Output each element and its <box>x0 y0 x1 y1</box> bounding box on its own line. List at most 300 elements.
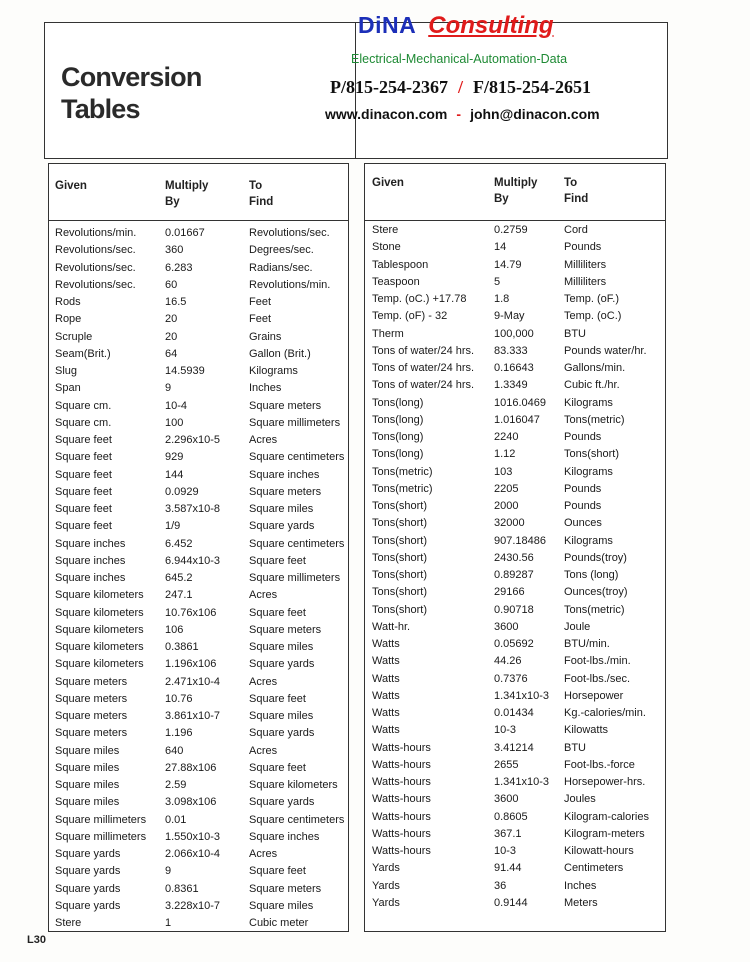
given-cell: Square inches <box>55 537 126 550</box>
multiply-by-cell: 29166 <box>494 586 525 599</box>
given-cell: Tons(metric) <box>372 465 433 478</box>
to-find-cell: Foot-lbs./min. <box>564 655 631 668</box>
header-to-label: To <box>564 177 578 189</box>
table-row <box>365 895 665 912</box>
multiply-by-cell: 9 <box>165 382 172 395</box>
multiply-by-cell: 1.550x10-3 <box>165 830 221 843</box>
given-cell: Square meters <box>55 675 128 688</box>
multiply-by-cell: 103 <box>494 465 513 478</box>
multiply-by-cell: 3.098x106 <box>165 796 217 809</box>
table-row <box>49 260 348 277</box>
multiply-by-cell: 1.016047 <box>494 413 540 426</box>
table-row <box>49 501 348 518</box>
table-row <box>49 311 348 328</box>
given-cell: Square kilometers <box>55 606 144 619</box>
to-find-cell: Radians/sec. <box>249 261 313 274</box>
table-row <box>49 570 348 587</box>
given-cell: Slug <box>55 365 78 377</box>
given-cell: Tablespoon <box>372 258 429 271</box>
table-row <box>49 518 348 535</box>
given-cell: Tons(long) <box>372 396 424 409</box>
to-find-cell: Feet <box>249 296 272 308</box>
to-find-cell: Pounds <box>564 500 602 512</box>
table-row <box>49 846 348 863</box>
multiply-by-cell: 0.01 <box>165 813 187 826</box>
to-find-cell: Pounds <box>564 482 602 495</box>
multiply-by-cell: 0.8361 <box>165 882 199 895</box>
multiply-by-cell: 0.7376 <box>494 672 528 685</box>
table-row <box>49 691 348 708</box>
table-row <box>49 915 348 932</box>
page-title-line-1: Conversion <box>61 62 202 92</box>
multiply-by-cell: 2.296x10-5 <box>165 434 221 446</box>
multiply-by-cell: 14.5939 <box>165 365 205 377</box>
to-find-cell: Cubic ft./hr. <box>564 379 620 392</box>
to-find-cell: Horsepower <box>564 689 624 702</box>
to-find-cell: Feet <box>249 313 272 326</box>
to-find-cell: Acres <box>249 848 278 860</box>
table-row <box>49 812 348 829</box>
phone-number: P/815-254-2367 <box>330 77 448 97</box>
to-find-cell: Kilogram-calories <box>564 810 649 823</box>
header-given <box>55 178 87 194</box>
to-find-cell: Degrees/sec. <box>249 244 314 257</box>
table-row <box>365 671 665 688</box>
to-find-cell: Square yards <box>249 796 315 809</box>
header-multiply-by <box>494 175 537 207</box>
brand-name-dina: DiNA <box>358 12 417 38</box>
given-cell: Square yards <box>55 899 121 912</box>
to-find-cell: Square millimeters <box>249 416 341 429</box>
given-cell: Teaspoon <box>372 275 420 288</box>
table-row <box>365 843 665 860</box>
multiply-by-cell: 1.196 <box>165 727 193 740</box>
to-find-cell: Joule <box>564 620 591 633</box>
table-row <box>365 619 665 636</box>
multiply-by-cell: 1.341x10-3 <box>494 689 550 702</box>
table-row <box>365 239 665 256</box>
multiply-by-cell: 0.89287 <box>494 569 534 581</box>
to-find-cell: BTU <box>564 741 586 754</box>
to-find-cell: Square meters <box>249 399 322 412</box>
to-find-cell: Square miles <box>249 503 314 515</box>
multiply-by-cell: 1/9 <box>165 520 181 533</box>
given-cell: Square feet <box>55 434 112 446</box>
table-row <box>365 464 665 481</box>
table-row <box>365 533 665 550</box>
given-cell: Temp. (oF) - 32 <box>372 310 448 323</box>
multiply-by-cell: 0.01667 <box>165 227 205 239</box>
table-row <box>49 881 348 898</box>
table-row <box>49 743 348 760</box>
to-find-cell: Horsepower-hrs. <box>564 776 646 788</box>
multiply-by-cell: 360 <box>165 244 184 257</box>
header-multiply-label: Multiply <box>165 180 209 192</box>
multiply-by-cell: 2.471x10-4 <box>165 675 221 688</box>
given-cell: Square feet <box>55 485 112 498</box>
given-cell: Square miles <box>55 761 120 774</box>
multiply-by-cell: 367.1 <box>494 827 522 840</box>
table-row <box>365 326 665 343</box>
to-find-cell: Foot-lbs./sec. <box>564 672 631 685</box>
given-cell: Square kilometers <box>55 589 144 602</box>
to-find-cell: Kilowatts <box>564 724 609 737</box>
given-cell: Watt-hr. <box>372 620 411 633</box>
given-cell: Watts-hours <box>372 793 431 806</box>
given-cell: Yards <box>372 879 400 892</box>
given-cell: Square miles <box>55 779 120 791</box>
to-find-cell: Pounds(troy) <box>564 551 627 564</box>
given-cell: Revolutions/sec. <box>55 261 136 274</box>
to-find-cell: Revolutions/sec. <box>249 227 330 239</box>
to-find-cell: Ounces(troy) <box>564 586 628 599</box>
brand-logo <box>358 12 554 40</box>
to-find-cell: Kilograms <box>564 465 613 478</box>
table-row <box>49 277 348 294</box>
given-cell: Tons(short) <box>372 603 428 616</box>
to-find-cell: Kilowatt-hours <box>564 845 634 857</box>
given-cell: Square yards <box>55 848 121 860</box>
header-by-label: By <box>494 193 509 205</box>
multiply-by-cell: 6.944x10-3 <box>165 554 221 567</box>
multiply-by-cell: 0.90718 <box>494 603 534 616</box>
to-find-cell: Square feet <box>249 554 306 567</box>
to-find-cell: Tons(metric) <box>564 413 625 426</box>
to-find-cell: Square feet <box>249 606 306 619</box>
table-row <box>49 467 348 484</box>
multiply-by-cell: 1016.0469 <box>494 396 546 409</box>
right-conversion-table <box>364 163 666 932</box>
given-cell: Tons(short) <box>372 586 428 599</box>
multiply-by-cell: 91.44 <box>494 862 522 875</box>
table-row <box>365 567 665 584</box>
email-link[interactable]: john@dinacon.com <box>470 106 600 122</box>
table-row <box>365 446 665 463</box>
table-row <box>49 432 348 449</box>
multiply-by-cell: 27.88x106 <box>165 761 217 774</box>
given-cell: Square kilometers <box>55 623 144 636</box>
multiply-by-cell: 20 <box>165 313 178 326</box>
table-row <box>365 653 665 670</box>
given-cell: Scruple <box>55 330 93 343</box>
table-row <box>365 688 665 705</box>
to-find-cell: Milliliters <box>564 275 607 288</box>
table-row <box>365 343 665 360</box>
to-find-cell: Square centimeters <box>249 813 345 826</box>
web-separator: - <box>456 106 462 122</box>
to-find-cell: Square meters <box>249 882 322 895</box>
table-row <box>365 826 665 843</box>
multiply-by-cell: 2205 <box>494 482 519 495</box>
multiply-by-cell: 907.18486 <box>494 534 546 547</box>
multiply-by-cell: 3.41214 <box>494 741 534 754</box>
given-cell: Square millimeters <box>55 813 147 826</box>
multiply-by-cell: 10-3 <box>494 724 517 737</box>
table-row <box>365 395 665 412</box>
given-cell: Revolutions/min. <box>55 227 137 239</box>
table-row <box>49 553 348 570</box>
given-cell: Tons(short) <box>372 534 428 547</box>
multiply-by-cell: 20 <box>165 330 178 343</box>
multiply-by-cell: 14 <box>494 241 507 254</box>
given-cell: Square cm. <box>55 416 112 429</box>
table-row <box>365 636 665 653</box>
to-find-cell: Tons(short) <box>564 448 620 461</box>
multiply-by-cell: 0.01434 <box>494 707 534 719</box>
given-cell: Watts-hours <box>372 741 431 754</box>
to-find-cell: Gallons/min. <box>564 362 626 374</box>
table-row <box>49 656 348 673</box>
given-cell: Watts <box>372 672 400 685</box>
multiply-by-cell: 32000 <box>494 517 525 530</box>
multiply-by-cell: 10-3 <box>494 845 517 857</box>
left-conversion-table <box>48 163 349 932</box>
given-cell: Temp. (oC.) +17.78 <box>372 293 467 305</box>
table-row <box>49 605 348 622</box>
to-find-cell: Acres <box>249 589 278 602</box>
to-find-cell: Acres <box>249 675 278 688</box>
given-cell: Watts <box>372 707 400 719</box>
given-cell: Watts <box>372 638 400 650</box>
right-table-rows <box>365 222 665 912</box>
multiply-by-cell: 2.59 <box>165 779 187 791</box>
multiply-by-cell: 645.2 <box>165 572 193 584</box>
multiply-by-cell: 2.066x10-4 <box>165 848 221 860</box>
multiply-by-cell: 0.9144 <box>494 896 528 909</box>
header-find-label: Find <box>564 193 589 205</box>
header-to-find <box>249 178 273 210</box>
multiply-by-cell: 2430.56 <box>494 551 534 564</box>
given-cell: Square miles <box>55 796 120 809</box>
to-find-cell: Tons (long) <box>564 569 619 581</box>
given-cell: Watts <box>372 724 400 737</box>
multiply-by-cell: 0.16643 <box>494 362 534 374</box>
table-row <box>49 622 348 639</box>
to-find-cell: Ounces <box>564 517 602 530</box>
table-row <box>49 225 348 242</box>
to-find-cell: Temp. (oC.) <box>564 310 622 323</box>
multiply-by-cell: 5 <box>494 275 501 288</box>
given-cell: Watts-hours <box>372 776 431 788</box>
to-find-cell: Gallon (Brit.) <box>249 347 311 360</box>
multiply-by-cell: 144 <box>165 468 184 481</box>
table-row <box>365 602 665 619</box>
multiply-by-cell: 0.3861 <box>165 641 199 653</box>
to-find-cell: Kilogram-meters <box>564 827 645 840</box>
brand-tagline: Electrical-Mechanical-Automation-Data <box>351 52 568 66</box>
given-cell: Square feet <box>55 468 112 481</box>
given-cell: Square meters <box>55 692 128 705</box>
header-multiply-by <box>165 178 208 210</box>
page-title-line-2: Tables <box>61 94 140 124</box>
multiply-by-cell: 2655 <box>494 758 519 771</box>
to-find-cell: Cubic meter <box>249 917 309 929</box>
table-row <box>365 515 665 532</box>
table-row <box>365 550 665 567</box>
multiply-by-cell: 1.341x10-3 <box>494 776 550 788</box>
to-find-cell: Kg.-calories/min. <box>564 707 646 719</box>
table-row <box>49 708 348 725</box>
multiply-by-cell: 6.452 <box>165 537 193 550</box>
given-cell: Span <box>55 382 81 395</box>
to-find-cell: Pounds <box>564 431 602 443</box>
multiply-by-cell: 1 <box>165 917 172 929</box>
to-find-cell: Square kilometers <box>249 779 338 791</box>
website-link[interactable]: www.dinacon.com <box>325 106 448 122</box>
header-given-label: Given <box>55 180 87 192</box>
given-cell: Tons(short) <box>372 569 428 581</box>
given-cell: Rope <box>55 313 82 326</box>
to-find-cell: Milliliters <box>564 258 607 271</box>
table-row <box>365 757 665 774</box>
to-find-cell: Square millimeters <box>249 572 341 584</box>
table-row <box>49 639 348 656</box>
given-cell: Tons(metric) <box>372 482 433 495</box>
given-cell: Watts <box>372 689 400 702</box>
to-find-cell: Square feet <box>249 761 306 774</box>
table-row <box>49 398 348 415</box>
to-find-cell: Inches <box>249 382 282 395</box>
multiply-by-cell: 247.1 <box>165 589 193 602</box>
header-find-label: Find <box>249 196 274 208</box>
to-find-cell: Acres <box>249 744 278 757</box>
given-cell: Tons of water/24 hrs. <box>372 362 475 374</box>
table-row <box>49 674 348 691</box>
given-cell: Therm <box>372 327 404 340</box>
table-row <box>49 380 348 397</box>
table-row <box>365 860 665 877</box>
to-find-cell: Square yards <box>249 658 315 671</box>
multiply-by-cell: 10.76 <box>165 692 193 705</box>
table-row <box>49 898 348 915</box>
table-row <box>49 863 348 880</box>
multiply-by-cell: 1.12 <box>494 448 516 461</box>
multiply-by-cell: 3600 <box>494 620 519 633</box>
to-find-cell: BTU/min. <box>564 638 610 650</box>
fax-number: F/815-254-2651 <box>473 77 591 97</box>
table-row <box>49 725 348 742</box>
to-find-cell: Cord <box>564 224 588 236</box>
given-cell: Square feet <box>55 520 112 533</box>
table-row <box>49 587 348 604</box>
given-cell: Tons(short) <box>372 500 428 512</box>
web-contact-line <box>325 106 600 122</box>
given-cell: Rods <box>55 296 81 308</box>
to-find-cell: Joules <box>564 793 596 806</box>
given-cell: Square yards <box>55 882 121 895</box>
to-find-cell: Grains <box>249 330 282 343</box>
header-to-label: To <box>249 180 263 192</box>
multiply-by-cell: 10.76x106 <box>165 606 217 619</box>
multiply-by-cell: 100 <box>165 416 184 429</box>
to-find-cell: Kilograms <box>564 396 613 409</box>
to-find-cell: Acres <box>249 434 278 446</box>
to-find-cell: Square inches <box>249 468 320 481</box>
table-row <box>49 363 348 380</box>
given-cell: Square meters <box>55 727 128 740</box>
given-cell: Square cm. <box>55 399 112 412</box>
given-cell: Watts <box>372 655 400 668</box>
to-find-cell: Square inches <box>249 830 320 843</box>
to-find-cell: Square yards <box>249 727 315 740</box>
multiply-by-cell: 3.861x10-7 <box>165 710 221 722</box>
table-row <box>49 794 348 811</box>
given-cell: Watts-hours <box>372 827 431 840</box>
left-table-rows <box>49 225 348 932</box>
multiply-by-cell: 9 <box>165 865 172 878</box>
multiply-by-cell: 10-4 <box>165 399 188 412</box>
table-row <box>49 536 348 553</box>
multiply-by-cell: 1.196x106 <box>165 658 217 671</box>
multiply-by-cell: 0.05692 <box>494 638 534 650</box>
given-cell: Tons(long) <box>372 413 424 426</box>
given-cell: Square yards <box>55 865 121 878</box>
multiply-by-cell: 64 <box>165 347 178 360</box>
given-cell: Watts-hours <box>372 810 431 823</box>
to-find-cell: Pounds <box>564 241 602 254</box>
multiply-by-cell: 0.2759 <box>494 224 528 236</box>
given-cell: Stere <box>372 224 399 236</box>
to-find-cell: Square feet <box>249 692 306 705</box>
phone-fax-line <box>330 77 591 98</box>
header-multiply-label: Multiply <box>494 177 538 189</box>
given-cell: Watts-hours <box>372 845 431 857</box>
given-cell: Tons of water/24 hrs. <box>372 379 475 392</box>
to-find-cell: Meters <box>564 896 598 909</box>
page-number: L30 <box>27 934 46 946</box>
table-row <box>49 760 348 777</box>
given-cell: Square feet <box>55 451 112 464</box>
multiply-by-cell: 16.5 <box>165 296 187 308</box>
table-row <box>49 415 348 432</box>
multiply-by-cell: 100,000 <box>494 327 534 340</box>
table-row <box>49 242 348 259</box>
given-cell: Revolutions/sec. <box>55 244 136 257</box>
multiply-by-cell: 0.8605 <box>494 810 528 823</box>
given-cell: Tons(long) <box>372 431 424 443</box>
table-row <box>365 774 665 791</box>
multiply-by-cell: 929 <box>165 451 184 464</box>
page-title <box>61 61 202 125</box>
given-cell: Square kilometers <box>55 658 144 671</box>
table-row <box>365 498 665 515</box>
table-row <box>365 257 665 274</box>
table-row <box>365 481 665 498</box>
given-cell: Square kilometers <box>55 641 144 653</box>
to-find-cell: Tons(metric) <box>564 603 625 616</box>
to-find-cell: Temp. (oF.) <box>564 293 620 305</box>
phone-separator: / <box>457 77 463 97</box>
header-given <box>372 175 404 191</box>
multiply-by-cell: 0.0929 <box>165 485 199 498</box>
brand-name-consulting: Consulting <box>428 12 554 39</box>
table-row <box>365 740 665 757</box>
multiply-by-cell: 60 <box>165 278 178 291</box>
multiply-by-cell: 640 <box>165 744 184 757</box>
table-row <box>49 777 348 794</box>
left-table-header <box>49 164 348 221</box>
header-to-find <box>564 175 588 207</box>
given-cell: Tons of water/24 hrs. <box>372 344 475 357</box>
multiply-by-cell: 1.3349 <box>494 379 528 392</box>
multiply-by-cell: 3.228x10-7 <box>165 899 221 912</box>
given-cell: Stone <box>372 241 401 254</box>
to-find-cell: Square miles <box>249 899 314 912</box>
multiply-by-cell: 36 <box>494 879 507 892</box>
header-by-label: By <box>165 196 180 208</box>
right-table-header <box>365 164 665 221</box>
given-cell: Square inches <box>55 554 126 567</box>
